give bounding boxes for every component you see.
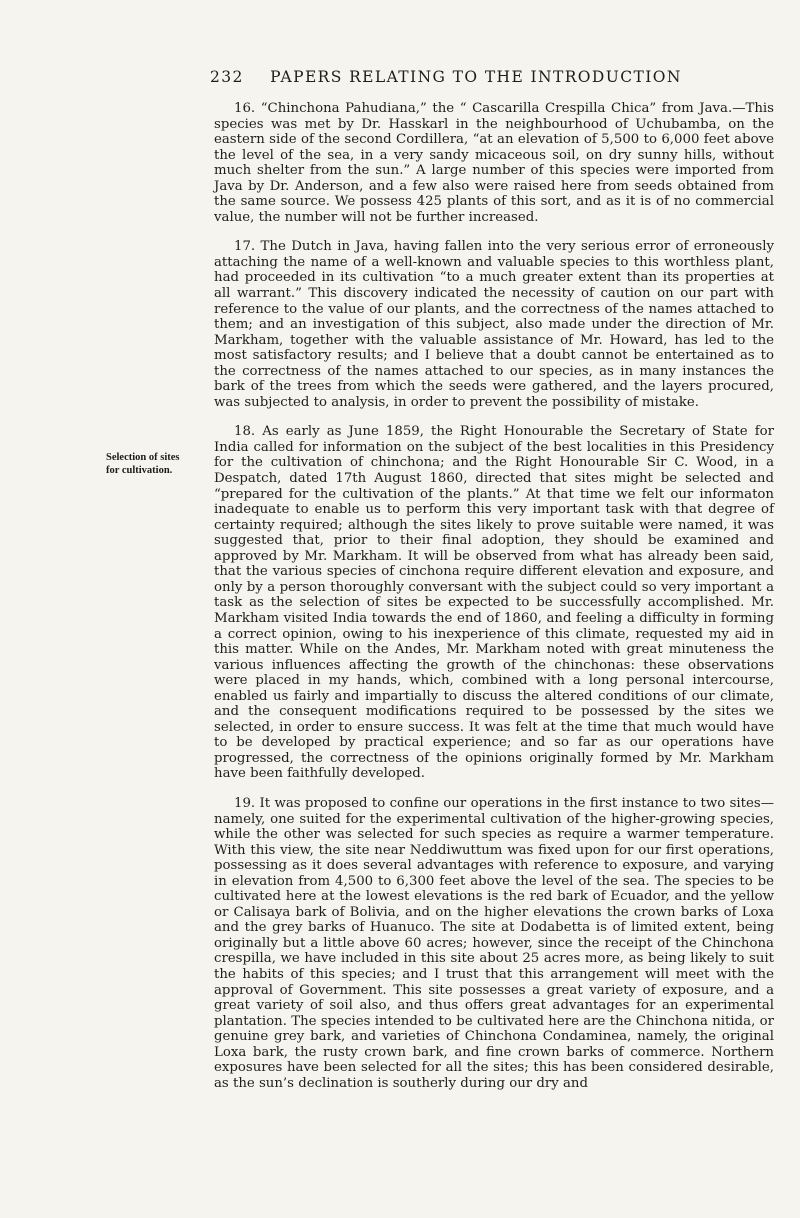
body-text (214, 101, 774, 1091)
running-title: PAPERS RELATING TO THE INTRODUCTION (270, 68, 682, 86)
margin-note-line-1: Selection of sites (106, 452, 180, 463)
paragraph-16: 16. “Chinchona Pahudiana,” the “ Cascarilla Crespilla Chica” from Java.—This species was met by Dr. Hasskarl in the neighbourhood of Uchubamba, on the eastern side of the second Cordillera, “at an elevation of 5,500 to 6,000 feet above the level of the sea, in a very sandy micaceous soil, on dry sunny hills, without much shelter from the sun.” A large number of this species were imported from Java by Dr. Anderson, and a few also were raised here from seeds obtained from the same source. We possess 425 plants of this sort, and as it is of no commercial value, the number will not be further increased. (214, 101, 774, 225)
paragraph-19: 19. It was proposed to confine our operations in the first instance to two sites—namely, one suited for the experimental cultivation of the higher-growing species, while the other was selected for such species as require a warmer temperature. With this view, the site near Neddiwuttum was fixed upon for our first operations, possessing as it does several advantages with reference to exposure, and varying in elevation from 4,500 to 6,300 feet above the level of the sea. The species to be cultivated here at the lowest elevations is the red bark of Ecuador, and the yellow or Calisaya bark of Bolivia, and on the higher elevations the crown barks of Loxa and the grey barks of Huanuco. The site at Dodabetta is of limited extent, being originally but a little above 60 acres; however, since the receipt of the Chinchona crespilla, we have included in this site about 25 acres more, as being likely to suit the habits of this species; and I trust that this arrangement will meet with the approval of Government. This site possesses a great variety of exposure, and a great variety of soil also, and thus offers great advantages for an experimental plantation. The species intended to be cultivated here are the Chinchona nitida, or genuine grey bark, and varieties of Chinchona Condaminea, namely, the original Loxa bark, the rusty crown bark, and fine crown barks of commerce. Northern exposures have been selected for all the sites; this has been considered desirable, as the sun’s declination is southerly during our dry and (214, 795, 774, 1091)
paragraph-18: 18. As early as June 1859, the Right Honourable the Secretary of State for India called for information on the subject of the best localities in this Presidency for the cultivation of chinchona; and the Right Honourable Sir C. Wood, in a Despatch, dated 17th August 1860, directed that sites might be selected and “prepared for the cultivation of the plants.” At that time we felt our informaton inadequate to enable us to perform this very important task with that degree of certainty required; although the sites likely to prove suitable were named, it was suggested that, prior to their final adoption, they should be examined and approved by Mr. Markham. It will be observed from what has already been said, that the various species of cinchona require different elevation and exposure, and only by a person thoroughly conversant with the subject could so very important a task as the selection of sites be expected to be successfully accomplished. Mr. Markham visited India towards the end of 1860, and feeling a difficulty in forming a correct opinion, owing to his inexperience of this climate, requested my aid in this matter. While on the Andes, Mr. Markham noted with great minuteness the various influences affecting the growth of the chinchonas: these observations were placed in my hands, which, combined with a long personal intercourse, enabled us fairly and impartially to discuss the altered conditions of our climate, and the consequent modifications required to be possessed by the sites we selected, in order to ensure success. It was felt at the time that much would have to be developed by practical experience; and so far as our operations have progressed, the correctness of the opinions originally formed by Mr. Markham have been faithfully developed. (214, 424, 774, 782)
margin-note (106, 452, 206, 477)
paragraph-17: 17. The Dutch in Java, having fallen into the very serious error of erroneously attaching the name of a well-known and valuable species to this worthless plant, had proceeded in its cultivation “to a much greater extent than its properties at all warrant.” This discovery indicated the necessity of caution on our part with reference to the value of our plants, and the correctness of the names attached to them; and an investigation of this subject, also made under the direction of Mr. Markham, together with the valuable assistance of Mr. Howard, has led to the most satisfactory results; and I believe that a doubt cannot be entertained as to the correctness of the names attached to our species, as in many instances the bark of the trees from which the seeds were gathered, and the layers procured, was subjected to analysis, in order to prevent the possibility of mistake. (214, 239, 774, 410)
page-number: 232 (210, 68, 244, 86)
running-header (210, 68, 770, 86)
margin-note-line-2: for cultivation. (106, 464, 173, 476)
